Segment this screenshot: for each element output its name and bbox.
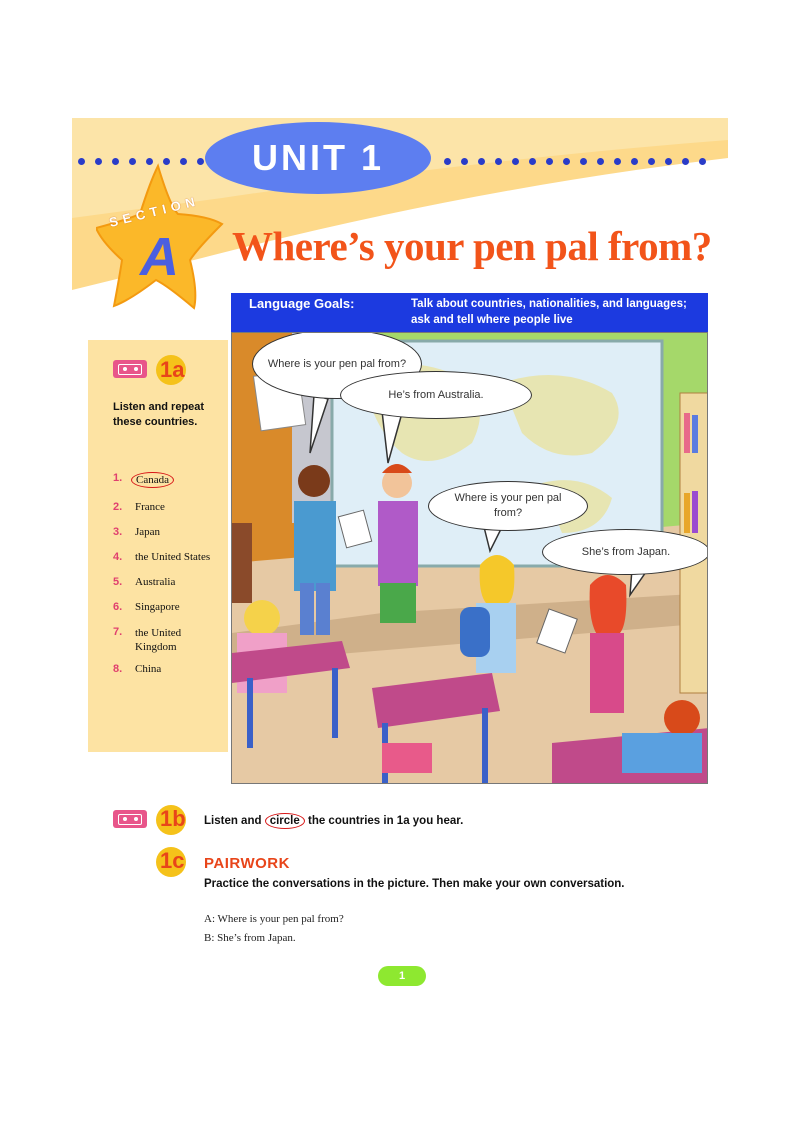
exercise-1c-instruction: Practice the conversations in the picture. Then make your own conversation.	[204, 878, 625, 890]
section-letter: A	[140, 227, 179, 287]
list-item	[113, 626, 233, 654]
country-name: China	[135, 663, 162, 675]
country-name: Australia	[135, 576, 176, 588]
circled-word: circle	[265, 813, 305, 829]
exercise-1b-instruction	[204, 815, 463, 827]
exercise-1c-label: 1c	[160, 848, 185, 873]
unit-title: UNIT 1	[251, 137, 384, 178]
dialog-line-b: B: She’s from Japan.	[204, 932, 296, 944]
country-list	[113, 472, 233, 688]
language-goals-text: Talk about countries, nationalities, and languages; ask and tell where people live	[411, 298, 687, 326]
list-item	[113, 601, 233, 613]
instruction-text: Listen and	[204, 815, 262, 827]
item-number: 3.	[113, 526, 123, 538]
list-item	[113, 551, 233, 563]
cassette-icon[interactable]	[113, 360, 147, 378]
item-number: 6.	[113, 601, 123, 613]
speech-bubble: She’s from Japan.	[542, 529, 708, 575]
instruction-text: the countries in 1a you hear.	[307, 815, 464, 827]
cassette-icon[interactable]	[113, 810, 147, 828]
list-item	[113, 472, 233, 488]
exercise-1b-label: 1b	[160, 806, 186, 831]
item-number: 5.	[113, 576, 123, 588]
language-goals-label: Language Goals:	[249, 296, 355, 311]
item-number: 2.	[113, 501, 123, 513]
exercise-1a-label: 1a	[160, 357, 185, 382]
speech-bubble: He’s from Australia.	[340, 371, 532, 419]
page-title: Where’s your pen pal from?	[232, 223, 712, 269]
list-item	[113, 526, 233, 538]
item-number: 7.	[113, 626, 123, 638]
country-name: the United Kingdom	[135, 627, 182, 653]
speech-bubble: Where is your pen pal from?	[428, 481, 588, 531]
country-name: the United States	[135, 551, 211, 563]
item-number: 8.	[113, 663, 123, 675]
exercise-1a-instruction: Listen and repeat these countries.	[113, 401, 205, 428]
country-name-circled: Canada	[131, 472, 174, 488]
dotted-line-right	[444, 152, 716, 164]
list-item	[113, 501, 233, 513]
pairwork-title: PAIRWORK	[204, 855, 290, 872]
page-number: 1	[378, 966, 426, 986]
unit-badge	[205, 122, 431, 194]
country-name: Singapore	[135, 601, 180, 613]
list-item	[113, 663, 233, 675]
speech-bubble: Where is your pen pal from?	[252, 332, 422, 399]
language-goals-bar	[231, 293, 708, 334]
item-number: 1.	[113, 472, 123, 484]
section-label: SECTION	[107, 192, 202, 231]
country-name: Japan	[135, 526, 161, 538]
item-number: 4.	[113, 551, 123, 563]
classroom-illustration	[231, 332, 708, 784]
list-item	[113, 576, 233, 588]
country-name: France	[135, 501, 165, 513]
dialog-line-a: A: Where is your pen pal from?	[204, 913, 344, 925]
